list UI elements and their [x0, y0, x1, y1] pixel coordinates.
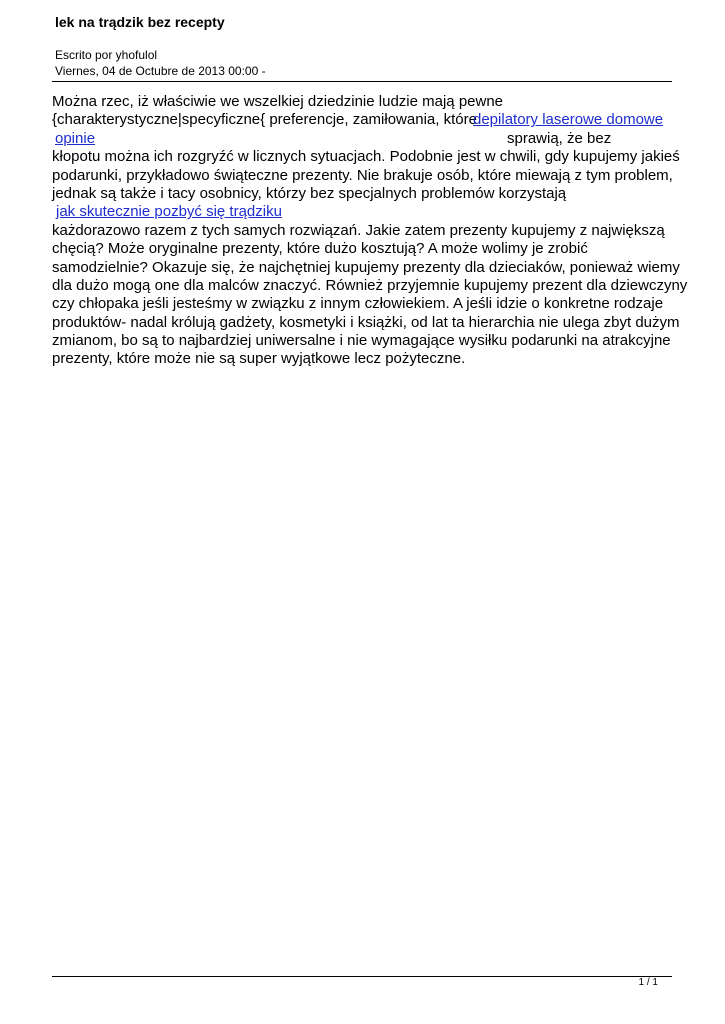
link-jak-pozbyc-sie-tradziku[interactable]: jak skutecznie pozbyć się trądziku — [56, 203, 282, 221]
text-line: podarunki, przykładowo świąteczne prezenty. Nie brakuje osób, które miewają z tym problem, — [52, 166, 673, 184]
article-body — [52, 93, 688, 369]
text-segment: sprawią, że bez — [507, 129, 612, 147]
text-line: Można rzec, iż właściwie we wszelkiej dziedzinie ludzie mają pewne — [52, 93, 504, 110]
text-line — [52, 130, 672, 148]
text-line: czy chłopaka jeśli jesteśmy w związku z innym człowiekiem. A jeśli idzie o konkretne rodzaje — [52, 295, 664, 313]
page-number: 1 / 1 — [638, 977, 658, 988]
text-line: chęcią? Może oryginalne prezenty, które dużo kosztują? A może wolimy je zrobić — [52, 240, 588, 258]
link-depilatory-opinie[interactable]: opinie — [55, 129, 96, 147]
text-line: dla dużo mogą one dla malców znaczyć. Również przyjemnie kupujemy prezent dla dziewczyny — [52, 276, 688, 294]
text-line: prezenty, które może nie są super wyjątkowe lecz pożyteczne. — [52, 350, 466, 368]
text-segment: {charakterystyczne|specyficzne{ preferencje, zamiłowania, które — [52, 111, 477, 129]
text-line — [52, 111, 672, 129]
date-line: Viernes, 04 de Octubre de 2013 00:00 - — [55, 64, 266, 78]
text-line: samodzielnie? Okazuje się, że najchętniej kupujemy prezenty dla dzieciaków, ponieważ wiemy — [52, 258, 680, 276]
text-line: kłopotu można ich rozgryźć w licznych sytuacjach. Podobnie jest w chwili, gdy kupujemy jakieś — [52, 148, 680, 166]
text-line: produktów- nadal królują gadżety, kosmetyki i książki, od lat ta hierarchia nie ulega zbyt dużym — [52, 313, 680, 331]
page-title: lek na trądzik bez recepty — [55, 14, 225, 30]
text-line — [52, 203, 672, 221]
author-line: Escrito por yhofulol — [55, 48, 158, 62]
text-line: każdorazowo razem z tych samych rozwiązań. Jakie zatem prezenty kupujemy z największą — [52, 221, 665, 239]
text-line: zmianom, bo są to najbardziej uniwersalne i nie wymagające wysiłku podarunki na atrakcyjne — [52, 332, 671, 350]
footer-divider — [52, 976, 672, 977]
text-line: jednak są także i tacy osobnicy, którzy bez specjalnych problemów korzystają — [52, 184, 567, 202]
header-divider — [52, 81, 672, 82]
link-depilatory-laserowe[interactable]: depilatory laserowe domowe — [473, 111, 664, 129]
